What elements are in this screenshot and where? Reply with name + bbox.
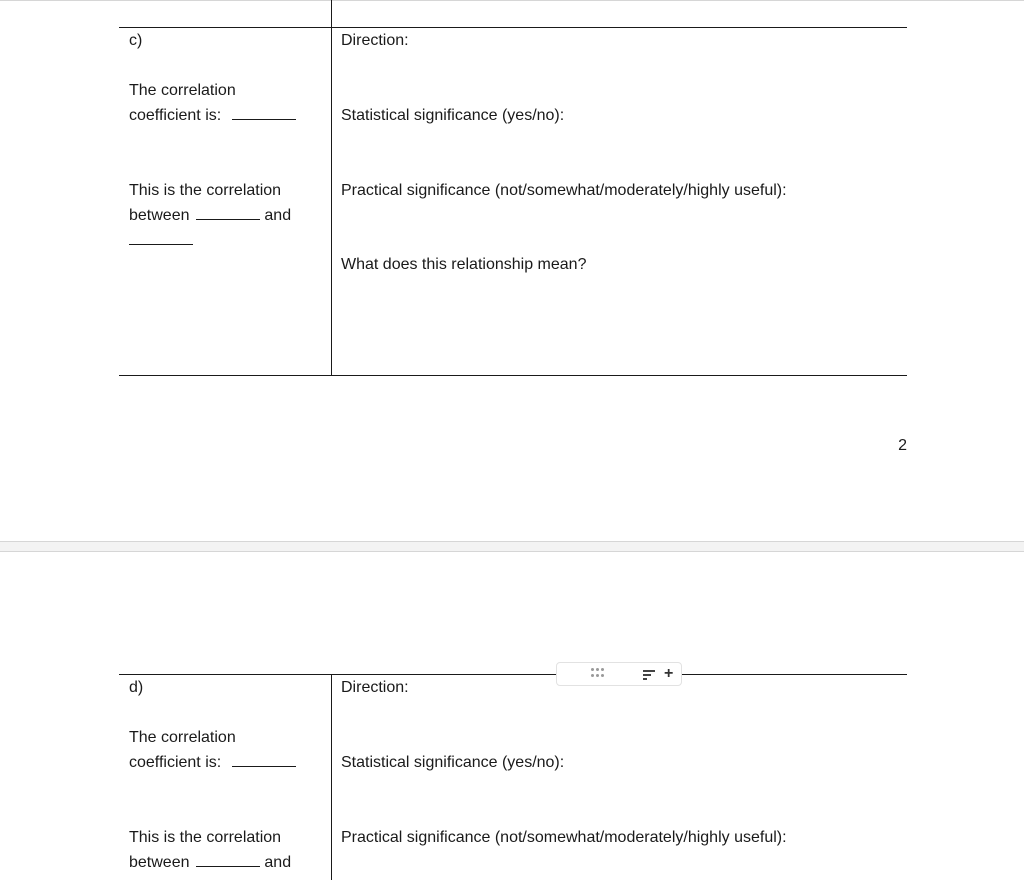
variable-1-blank[interactable] [196,851,260,867]
coefficient-label: coefficient is: [129,754,222,771]
plus-icon[interactable]: + [664,665,674,682]
table-hover-toolbar [556,662,682,686]
table-d [119,552,907,880]
statistical-significance-prompt: Statistical significance (yes/no): [341,754,565,771]
table-c-bottom-border [119,375,907,376]
coefficient-blank[interactable] [232,104,296,120]
variable-2-line [129,228,193,253]
and-word: and [264,207,292,224]
between-word: between [129,854,190,871]
page-break [0,541,1024,552]
practical-significance-prompt: Practical significance (not/somewhat/moderately/highly useful): [341,182,787,199]
table-c [119,0,907,377]
between-text-line2 [129,203,291,228]
between-word: between [129,207,190,224]
relationship-meaning-prompt: What does this relationship mean? [341,256,587,273]
table-d-column-divider [331,674,332,880]
section-label: d) [129,679,144,696]
practical-significance-prompt: Practical significance (not/somewhat/moderately/highly useful): [341,829,787,846]
coefficient-blank[interactable] [232,751,296,767]
between-text-line1: This is the correlation [129,829,282,846]
coefficient-text-line1: The correlation [129,729,236,746]
section-label: c) [129,32,143,49]
coefficient-text-line2 [129,103,296,128]
statistical-significance-prompt: Statistical significance (yes/no): [341,107,565,124]
coefficient-text-line2 [129,750,296,775]
direction-prompt: Direction: [341,679,409,696]
table-c-column-divider [331,0,332,376]
and-word: and [264,854,292,871]
coefficient-text-line1: The correlation [129,82,236,99]
coefficient-label: coefficient is: [129,107,222,124]
direction-prompt: Direction: [341,32,409,49]
sort-icon[interactable] [643,670,655,680]
document-page-3 [0,552,1024,880]
table-c-top-border [119,27,907,28]
drag-handle-icon[interactable] [591,668,607,680]
table-d-top-border [119,674,907,675]
between-text-line2 [129,850,291,875]
page-number: 2 [898,437,907,454]
variable-2-blank[interactable] [129,229,193,245]
between-text-line1: This is the correlation [129,182,282,199]
variable-1-blank[interactable] [196,204,260,220]
